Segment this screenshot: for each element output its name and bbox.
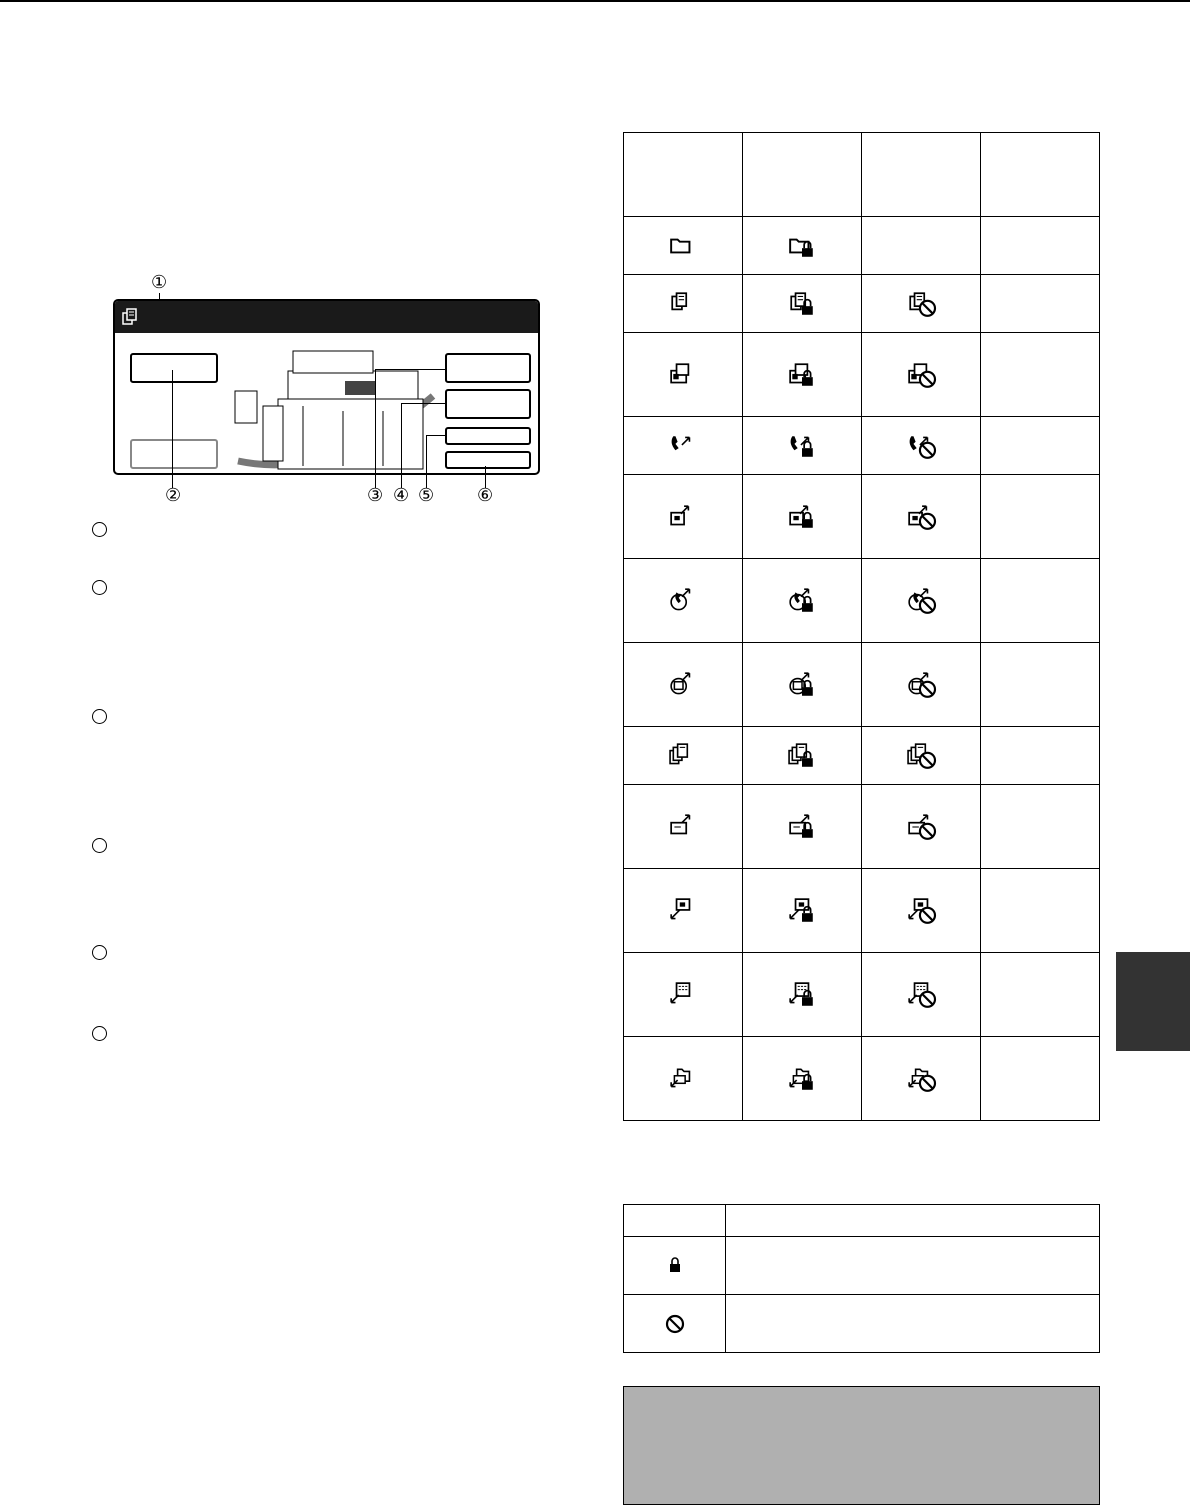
table-cell bbox=[862, 475, 981, 559]
printer-illustration bbox=[233, 341, 443, 471]
leader-line-5 bbox=[426, 435, 427, 488]
fax-send-icon bbox=[624, 432, 742, 460]
table-cell bbox=[624, 559, 743, 643]
pc-scan-send-icon bbox=[624, 981, 742, 1009]
table-row bbox=[624, 727, 1100, 785]
print-job-prohibited-icon bbox=[862, 361, 980, 389]
legend-cell bbox=[726, 1205, 1100, 1237]
internet-scan-send-locked-icon bbox=[743, 671, 861, 699]
header-cell bbox=[743, 133, 862, 217]
callout-2: ② bbox=[165, 485, 182, 506]
header-cell bbox=[862, 133, 981, 217]
table-cell bbox=[743, 1037, 862, 1121]
header-cell bbox=[624, 133, 743, 217]
callout-1: ① bbox=[151, 272, 168, 293]
copy-job-prohibited-icon bbox=[862, 290, 980, 318]
leader-line-3-h bbox=[375, 369, 445, 370]
table-cell bbox=[624, 953, 743, 1037]
callout-5: ⑤ bbox=[418, 485, 435, 506]
email-send-locked-icon bbox=[743, 813, 861, 841]
pc-fax-send-icon bbox=[624, 897, 742, 925]
table-cell bbox=[862, 727, 981, 785]
fax-send-locked-icon bbox=[743, 432, 861, 460]
pc-folder-send-prohibited-icon bbox=[862, 1065, 980, 1093]
folder-locked-icon bbox=[743, 232, 861, 260]
email-send-icon bbox=[624, 813, 742, 841]
table-cell bbox=[862, 217, 981, 275]
table-cell bbox=[743, 217, 862, 275]
pc-folder-send-locked-icon bbox=[743, 1065, 861, 1093]
item-marker-6 bbox=[92, 1026, 107, 1041]
table-row bbox=[624, 333, 1100, 417]
callout-4: ④ bbox=[393, 485, 410, 506]
folder-icon bbox=[624, 232, 742, 260]
table-row bbox=[624, 869, 1100, 953]
internet-fax-send-prohibited-icon bbox=[862, 587, 980, 615]
table-cell bbox=[862, 643, 981, 727]
pc-folder-send-icon bbox=[624, 1065, 742, 1093]
table-cell bbox=[981, 643, 1100, 727]
leader-line-2 bbox=[172, 370, 173, 488]
table-row bbox=[624, 475, 1100, 559]
top-rule bbox=[0, 0, 1190, 2]
leader-line-4 bbox=[401, 403, 402, 488]
table-cell bbox=[743, 333, 862, 417]
table-cell bbox=[981, 869, 1100, 953]
table-cell bbox=[743, 869, 862, 953]
legend-cell bbox=[726, 1295, 1100, 1353]
left-top-button[interactable] bbox=[130, 353, 218, 383]
prohibited-icon bbox=[624, 1310, 725, 1338]
pc-fax-send-locked-icon bbox=[743, 897, 861, 925]
internet-scan-send-prohibited-icon bbox=[862, 671, 980, 699]
table-row bbox=[624, 417, 1100, 475]
table-cell bbox=[862, 953, 981, 1037]
scan-send-locked-icon bbox=[743, 503, 861, 531]
table-cell bbox=[862, 785, 981, 869]
table-row bbox=[624, 217, 1100, 275]
copy-job-icon bbox=[624, 290, 742, 318]
table-cell bbox=[862, 1037, 981, 1121]
table-row bbox=[624, 643, 1100, 727]
table-cell bbox=[862, 869, 981, 953]
status-icon-table bbox=[623, 132, 1100, 1121]
table-cell bbox=[624, 217, 743, 275]
table-cell bbox=[743, 559, 862, 643]
table-cell bbox=[743, 953, 862, 1037]
item-marker-1 bbox=[92, 522, 107, 537]
internet-fax-send-locked-icon bbox=[743, 587, 861, 615]
table-cell bbox=[862, 417, 981, 475]
scan-send-icon bbox=[624, 503, 742, 531]
legend-row bbox=[624, 1205, 1100, 1237]
copy-job-locked-icon bbox=[743, 290, 861, 318]
scan-send-prohibited-icon bbox=[862, 503, 980, 531]
pc-scan-send-locked-icon bbox=[743, 981, 861, 1009]
table-cell bbox=[743, 417, 862, 475]
table-cell bbox=[981, 275, 1100, 333]
table-cell bbox=[981, 953, 1100, 1037]
left-bottom-button[interactable] bbox=[130, 439, 218, 469]
table-cell bbox=[624, 333, 743, 417]
legend-row bbox=[624, 1237, 1100, 1295]
callout-3: ③ bbox=[367, 485, 384, 506]
print-job-icon bbox=[624, 361, 742, 389]
leader-line-4-h bbox=[401, 403, 445, 404]
table-cell bbox=[624, 475, 743, 559]
table-cell bbox=[624, 1037, 743, 1121]
legend-cell bbox=[624, 1237, 726, 1295]
table-row bbox=[624, 559, 1100, 643]
leader-line-5-h bbox=[426, 435, 445, 436]
print-job-locked-icon bbox=[743, 361, 861, 389]
item-marker-5 bbox=[92, 945, 107, 960]
table-cell bbox=[624, 275, 743, 333]
table-cell bbox=[624, 869, 743, 953]
table-row bbox=[624, 1037, 1100, 1121]
table-cell bbox=[981, 475, 1100, 559]
item-marker-3 bbox=[92, 709, 107, 724]
table-cell bbox=[624, 417, 743, 475]
right-button-3[interactable] bbox=[445, 427, 531, 445]
table-cell bbox=[743, 475, 862, 559]
table-cell bbox=[743, 643, 862, 727]
lock-icon bbox=[624, 1252, 725, 1280]
item-marker-2 bbox=[92, 580, 107, 595]
multi-copy-icon bbox=[624, 742, 742, 770]
multi-copy-prohibited-icon bbox=[862, 742, 980, 770]
right-button-4[interactable] bbox=[445, 451, 531, 469]
item-marker-4 bbox=[92, 838, 107, 853]
email-send-prohibited-icon bbox=[862, 813, 980, 841]
legend-cell bbox=[624, 1295, 726, 1353]
table-row bbox=[624, 275, 1100, 333]
table-cell bbox=[624, 643, 743, 727]
legend-cell bbox=[726, 1237, 1100, 1295]
table-cell bbox=[981, 785, 1100, 869]
table-cell bbox=[624, 727, 743, 785]
document-filing-icon bbox=[121, 308, 139, 326]
table-cell bbox=[981, 559, 1100, 643]
table-row bbox=[624, 953, 1100, 1037]
pc-fax-send-prohibited-icon bbox=[862, 897, 980, 925]
table-row bbox=[624, 785, 1100, 869]
pc-scan-send-prohibited-icon bbox=[862, 981, 980, 1009]
table-cell bbox=[981, 417, 1100, 475]
table-cell bbox=[862, 333, 981, 417]
table-cell bbox=[862, 275, 981, 333]
table-cell bbox=[743, 785, 862, 869]
multi-copy-locked-icon bbox=[743, 742, 861, 770]
table-cell bbox=[862, 559, 981, 643]
table-cell bbox=[624, 785, 743, 869]
right-button-2[interactable] bbox=[445, 389, 531, 419]
chapter-side-tab bbox=[1116, 952, 1190, 1051]
table-cell bbox=[981, 727, 1100, 785]
table-header-row bbox=[624, 133, 1100, 217]
internet-scan-send-icon bbox=[624, 671, 742, 699]
leader-line-3 bbox=[375, 369, 376, 488]
table-cell bbox=[981, 217, 1100, 275]
icon-legend-table bbox=[623, 1204, 1100, 1353]
internet-fax-send-icon bbox=[624, 587, 742, 615]
right-button-1[interactable] bbox=[445, 353, 531, 383]
legend-row bbox=[624, 1295, 1100, 1353]
callout-6: ⑥ bbox=[477, 485, 494, 506]
note-box bbox=[623, 1386, 1100, 1505]
header-cell bbox=[981, 133, 1100, 217]
table-cell bbox=[981, 1037, 1100, 1121]
legend-cell bbox=[624, 1205, 726, 1237]
fax-send-prohibited-icon bbox=[862, 432, 980, 460]
table-cell bbox=[981, 333, 1100, 417]
touch-panel-screen bbox=[113, 299, 540, 475]
table-cell bbox=[743, 275, 862, 333]
table-cell bbox=[743, 727, 862, 785]
screen-title-bar bbox=[115, 301, 538, 333]
